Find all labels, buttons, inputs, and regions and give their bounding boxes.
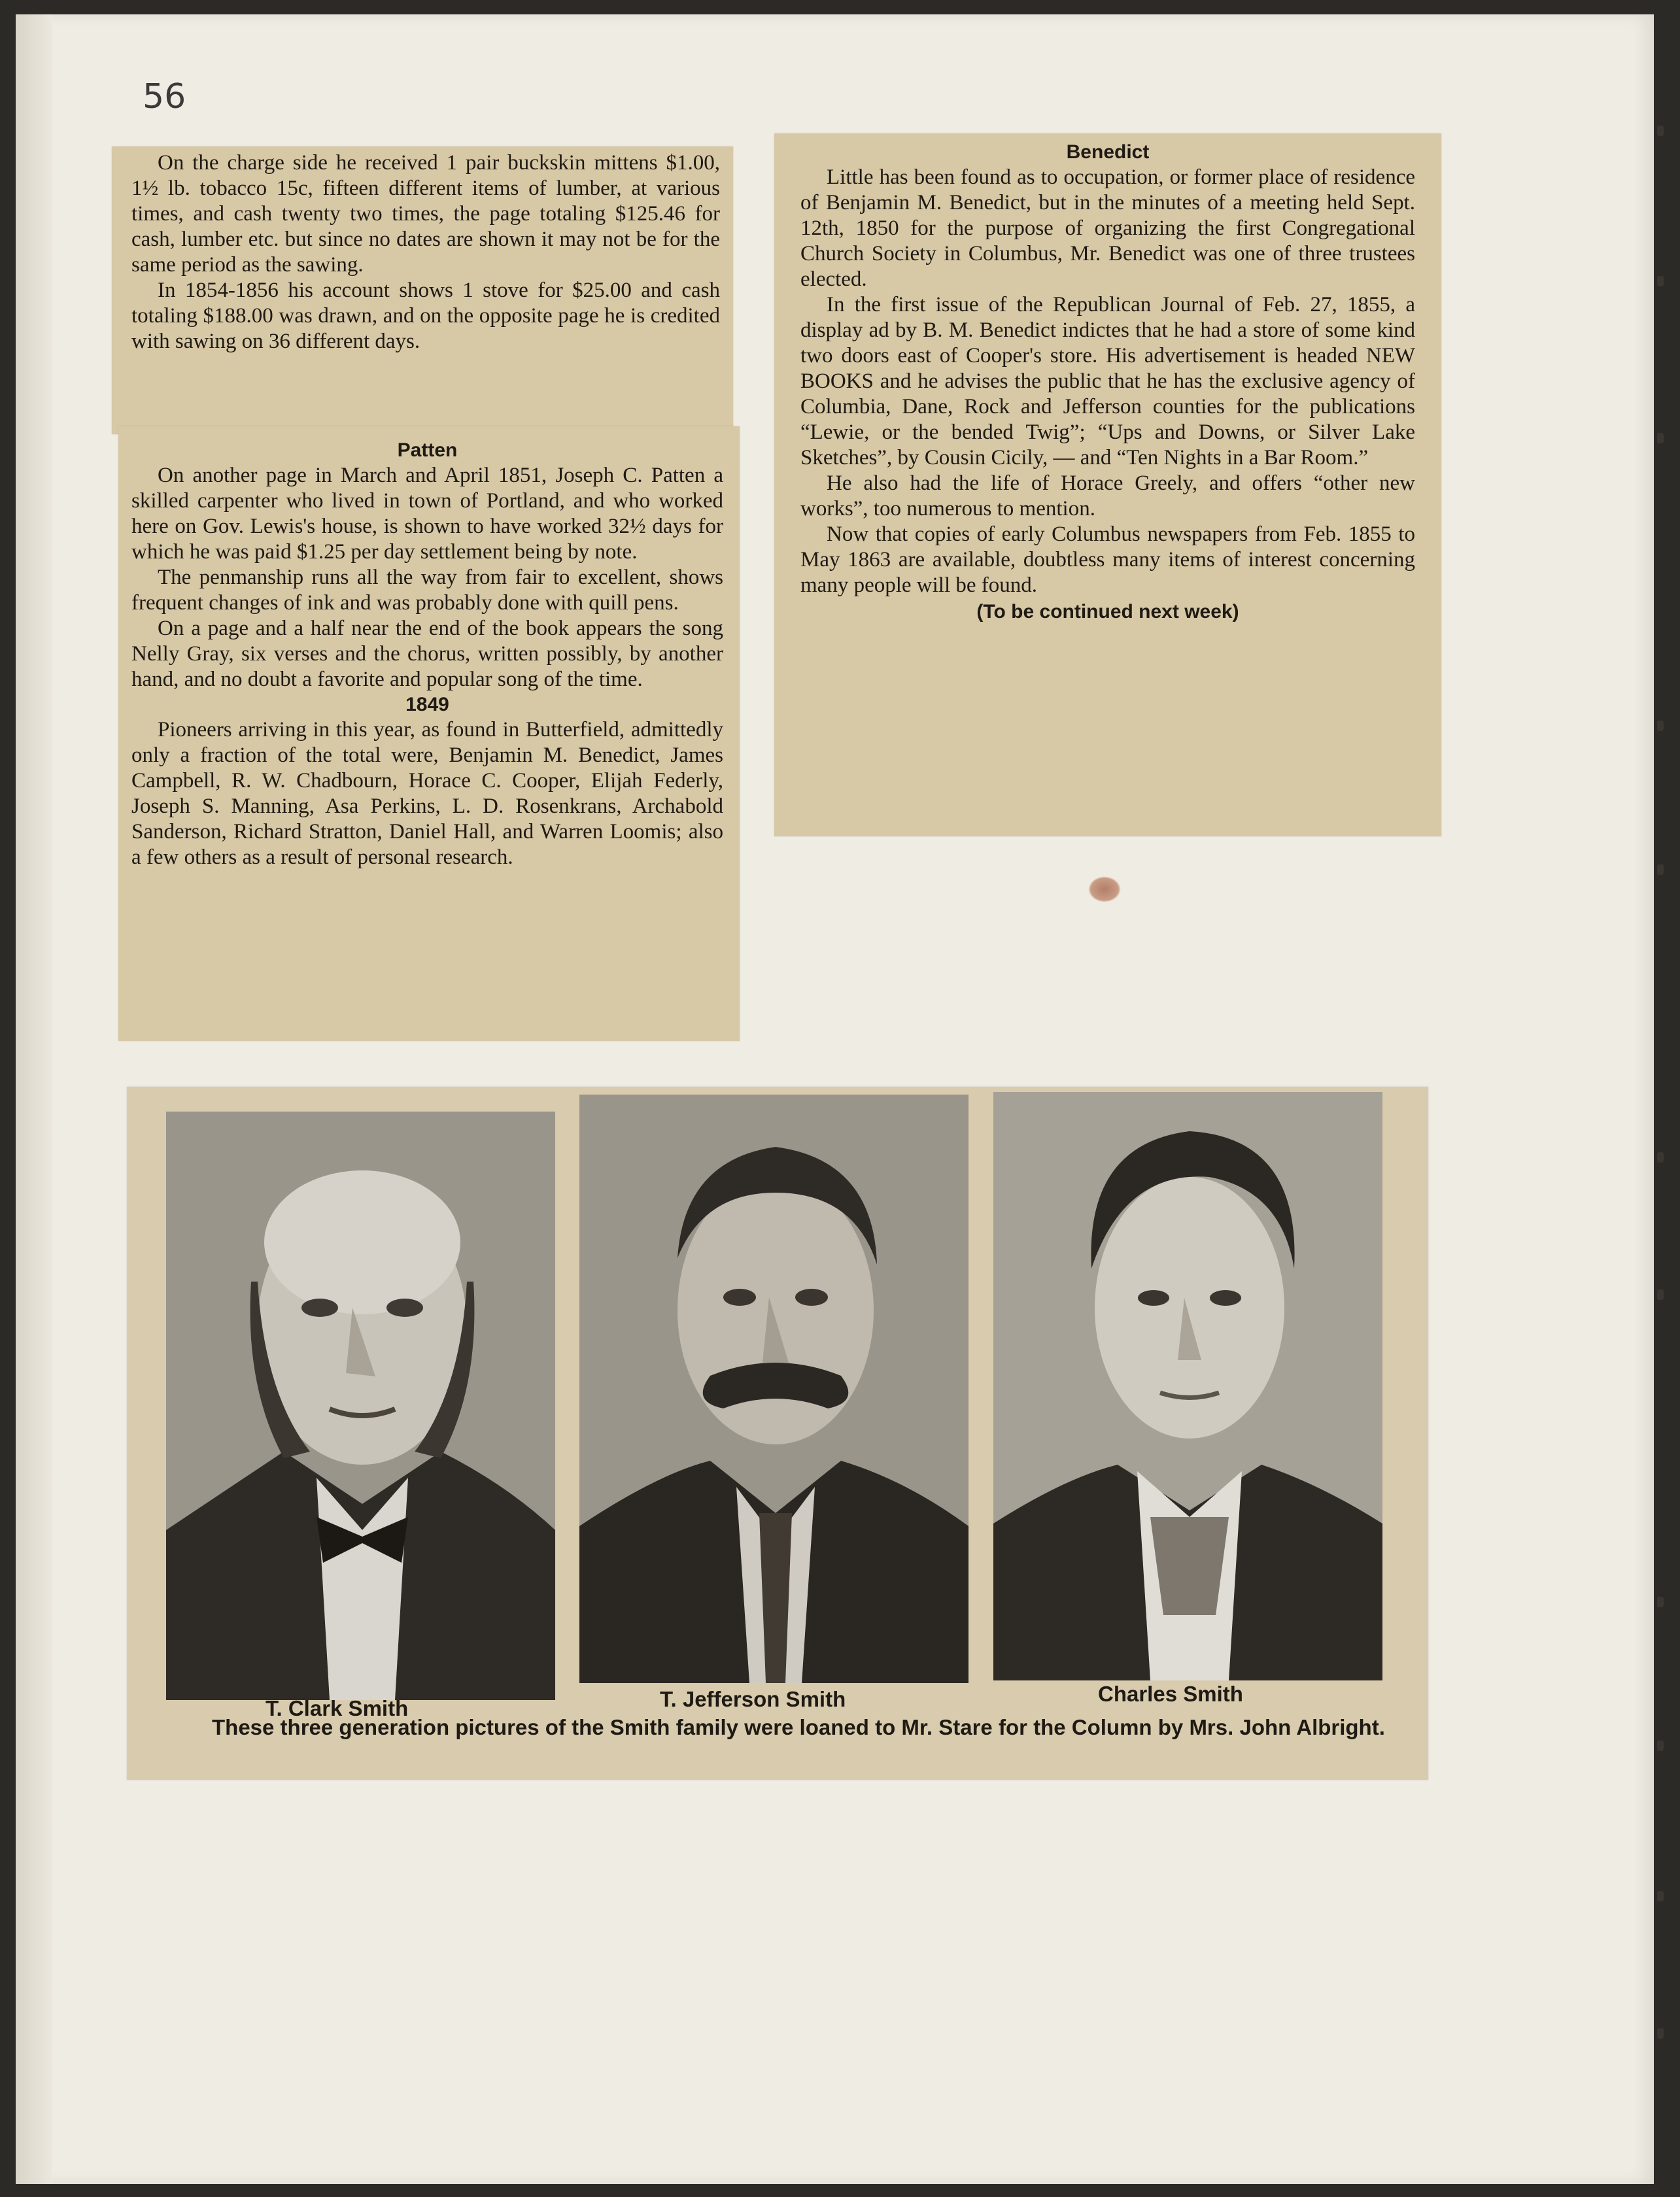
paragraph: In 1854-1856 his account shows 1 stove for $25.00 and cash totaling $188.00 was drawn, and on the opposite page he is credited with sawing on 36 different days. [131,279,720,353]
caption-name: Charles Smith [1098,1682,1243,1706]
portrait-photo [579,1095,969,1683]
heading-patten: Patten [397,439,458,461]
stain [1088,876,1121,902]
paragraph: On the charge side he received 1 pair buckskin mittens $1.00, 1½ lb. tobacco 15c, fifteen different items of lumber, at various times, and cash twenty two times, the page totaling $125.46 for cash, lumber etc. but since no dates are shown it may not be for the same period as the sawing. [131,151,720,277]
portrait-photo [993,1092,1382,1680]
paragraph: On another page in March and April 1851, Joseph C. Patten a skilled carpenter who lived in town of Portland, and who worked here on Gov. Lewis's house, is shown to have worked 32½ days for which he was paid $1.25 per day settlement being by note. [131,464,723,564]
paragraph: Pioneers arriving in this year, as found in Butterfield, admittedly only a fraction of the total were, Benjamin M. Benedict, James Campbell, R. W. Chadbourn, Horace C. Cooper, Elijah Federly, Joseph S. Manning, Asa Perkins, L. D. Rosenkrans, Archabold Sanderson, Richard Stratton, Daniel Hall, and Warren Loomis; also a few others as a result of personal research. [131,718,723,869]
scrapbook-page [16,14,1654,2184]
caption-name: T. Clark Smith [266,1696,409,1720]
heading-benedict: Benedict [1066,141,1150,163]
clipping-photos [127,1087,1428,1780]
clipping-account [112,146,733,434]
paragraph: He also had the life of Horace Greely, and offers “other new works”, too numerous to mention. [800,471,1415,520]
continued-note: (To be continued next week) [976,601,1239,622]
photo-caption: These three generation pictures of the Smith family were loaned to Mr. Stare for the Column by Mrs. John Albright. [212,1715,1385,1739]
paragraph: In the first issue of the Republican Journal of Feb. 27, 1855, a display ad by B. M. Benedict indictes that he had a store of some kind two doors east of Cooper's store. His advertisement is headed NEW BOOKS and he advises the public that he has the exclusive agency of Columbia, Dane, Rock and Jefferson counties for the publications “Lewie, or the bended Twig”; “Ups and Downs, or Silver Lake Sketches”, by Cousin Cicily, — and “Ten Nights in a Bar Room.” [800,293,1415,469]
paragraph: On a page and a half near the end of the book appears the song Nelly Gray, six verses and the chorus, written possibly, by another hand, and no doubt a favorite and popular song of the time. [131,617,723,691]
page-number: 56 [143,77,186,116]
heading-1849: 1849 [405,694,449,715]
clipping-patten [118,426,740,1041]
paragraph: Now that copies of early Columbus newspapers from Feb. 1855 to May 1863 are available, doubtless many items of interest concerning many people will be found. [800,522,1415,597]
portrait-photo [166,1112,555,1700]
paragraph: The penmanship runs all the way from fair to excellent, shows frequent changes of ink and was probably done with quill pens. [131,566,723,615]
paragraph: Little has been found as to occupation, or former place of residence of Benjamin M. Benedict, but in the minutes of a meeting held Sept. 12th, 1850 for the purpose of organizing the first Congregational Church Society in Columbus, Mr. Benedict was one of three trustees elected. [800,165,1415,291]
caption-name: T. Jefferson Smith [660,1687,846,1711]
clipping-benedict [774,133,1441,836]
page-edge [16,14,52,2184]
